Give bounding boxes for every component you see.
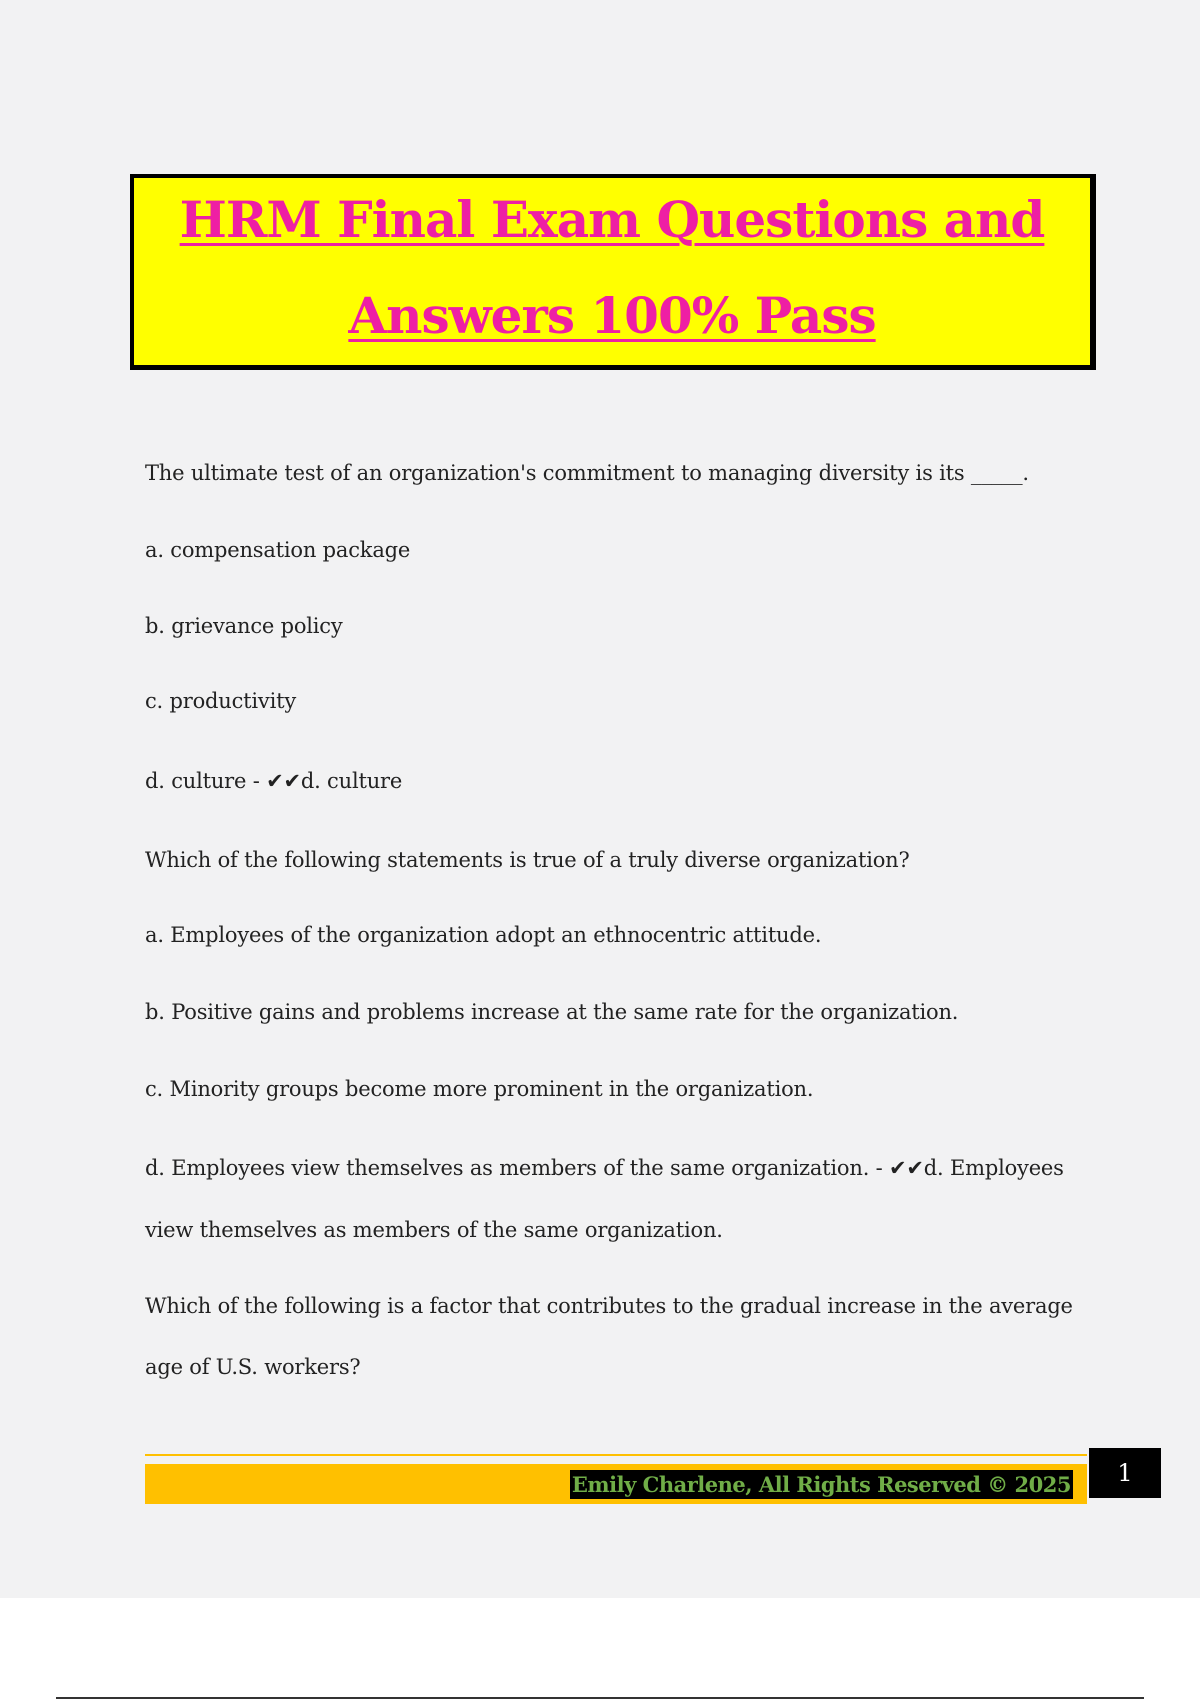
question-2-option-c: c. Minority groups become more prominent in the organization. (145, 1077, 814, 1101)
question-2-text: Which of the following statements is true of a truly diverse organization? (145, 848, 910, 872)
title-line-2: Answers 100% Pass (348, 286, 876, 345)
question-3-text: Which of the following is a factor that contributes to the gradual increase in the average (145, 1294, 1073, 1318)
question-1-option-c: c. productivity (145, 689, 297, 713)
page-number: 1 (1089, 1448, 1161, 1498)
footer-copyright: Emily Charlene, All Rights Reserved © 2025 (571, 1472, 1071, 1497)
question-1-option-b: b. grievance policy (145, 614, 343, 638)
title-box (130, 174, 1096, 370)
question-2-option-b: b. Positive gains and problems increase at the same rate for the organization. (145, 1000, 959, 1024)
footer-bar (145, 1464, 1087, 1504)
question-1-text: The ultimate test of an organization's commitment to managing diversity is its _____. (145, 461, 1029, 485)
question-2-option-a: a. Employees of the organization adopt an ethnocentric attitude. (145, 923, 822, 947)
question-1-option-d-answer: d. culture - ✔✔d. culture (145, 769, 403, 793)
question-2-option-d-answer: d. Employees view themselves as members of the same organization. - ✔✔d. Employees (145, 1156, 1064, 1180)
question-1-option-a: a. compensation package (145, 538, 411, 562)
question-2-answer-continued: view themselves as members of the same organization. (145, 1218, 723, 1242)
title-line-1: HRM Final Exam Questions and (179, 190, 1045, 249)
next-page-divider (56, 1697, 1144, 1699)
question-3-text-continued: age of U.S. workers? (145, 1355, 361, 1379)
footer-rule (145, 1454, 1087, 1456)
